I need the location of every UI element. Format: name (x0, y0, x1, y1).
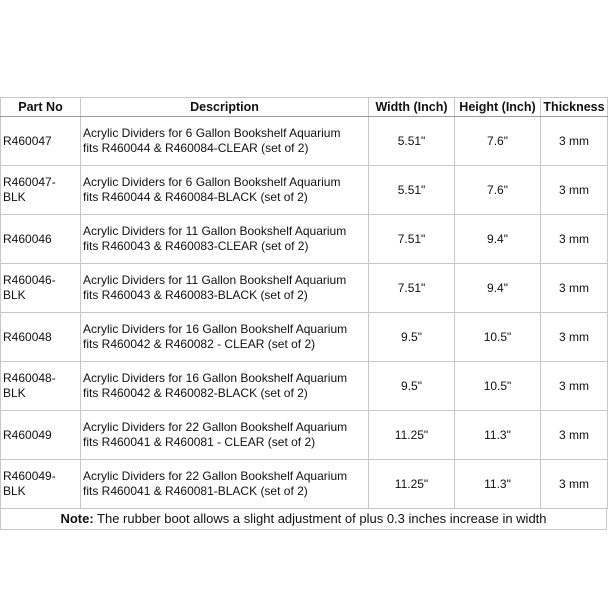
width-cell: 9.5" (369, 313, 455, 362)
description-line-2: fits R460041 & R460081-BLACK (set of 2) (83, 484, 308, 498)
header-width: Width (Inch) (369, 98, 455, 117)
width-cell: 5.51" (369, 166, 455, 215)
part-no-cell: R460046 (1, 215, 81, 264)
header-part-no: Part No (1, 98, 81, 117)
part-no-cell: R460047-BLK (1, 166, 81, 215)
table-row (1, 460, 608, 509)
part-no-cell: R460048 (1, 313, 81, 362)
description-line-2: fits R460043 & R460083-CLEAR (set of 2) (83, 239, 309, 253)
description-cell (81, 117, 369, 166)
table-row (1, 215, 608, 264)
height-cell: 11.3" (455, 411, 541, 460)
height-cell: 10.5" (455, 313, 541, 362)
table-row (1, 166, 608, 215)
height-cell: 9.4" (455, 264, 541, 313)
thickness-cell: 3 mm (541, 264, 608, 313)
note-text: The rubber boot allows a slight adjustment of plus 0.3 inches increase in width (93, 511, 547, 526)
height-cell: 9.4" (455, 215, 541, 264)
table-row (1, 117, 608, 166)
height-cell: 11.3" (455, 460, 541, 509)
description-cell (81, 362, 369, 411)
description-cell (81, 313, 369, 362)
description-line-1: Acrylic Dividers for 16 Gallon Bookshelf Aquarium (83, 322, 348, 336)
thickness-cell: 3 mm (541, 166, 608, 215)
description-line-1: Acrylic Dividers for 6 Gallon Bookshelf Aquarium (83, 175, 341, 189)
thickness-cell: 3 mm (541, 362, 608, 411)
part-no-cell: R460049-BLK (1, 460, 81, 509)
description-cell (81, 166, 369, 215)
description-line-1: Acrylic Dividers for 11 Gallon Bookshelf Aquarium (83, 273, 347, 287)
header-height: Height (Inch) (455, 98, 541, 117)
width-cell: 7.51" (369, 215, 455, 264)
description-line-1: Acrylic Dividers for 22 Gallon Bookshelf Aquarium (83, 469, 348, 483)
height-cell: 7.6" (455, 117, 541, 166)
table-row (1, 362, 608, 411)
width-cell: 11.25" (369, 460, 455, 509)
table-row (1, 313, 608, 362)
part-no-cell: R460049 (1, 411, 81, 460)
description-line-1: Acrylic Dividers for 6 Gallon Bookshelf Aquarium (83, 126, 341, 140)
description-line-2: fits R460042 & R460082-BLACK (set of 2) (83, 386, 308, 400)
thickness-cell: 3 mm (541, 460, 608, 509)
spec-sheet (0, 97, 607, 530)
thickness-cell: 3 mm (541, 117, 608, 166)
description-line-2: fits R460044 & R460084-CLEAR (set of 2) (83, 141, 309, 155)
description-cell (81, 460, 369, 509)
header-thickness: Thickness (541, 98, 608, 117)
header-row (1, 98, 608, 117)
description-line-2: fits R460042 & R460082 - CLEAR (set of 2) (83, 337, 316, 351)
description-line-2: fits R460044 & R460084-BLACK (set of 2) (83, 190, 308, 204)
description-line-1: Acrylic Dividers for 11 Gallon Bookshelf Aquarium (83, 224, 347, 238)
width-cell: 11.25" (369, 411, 455, 460)
table-row (1, 411, 608, 460)
description-cell (81, 264, 369, 313)
description-cell (81, 215, 369, 264)
header-description: Description (81, 98, 369, 117)
description-line-1: Acrylic Dividers for 16 Gallon Bookshelf Aquarium (83, 371, 348, 385)
height-cell: 10.5" (455, 362, 541, 411)
width-cell: 7.51" (369, 264, 455, 313)
height-cell: 7.6" (455, 166, 541, 215)
width-cell: 9.5" (369, 362, 455, 411)
table-row (1, 264, 608, 313)
description-line-2: fits R460043 & R460083-BLACK (set of 2) (83, 288, 308, 302)
part-no-cell: R460046-BLK (1, 264, 81, 313)
thickness-cell: 3 mm (541, 411, 608, 460)
note-label: Note: (60, 511, 94, 526)
note-row (0, 509, 607, 530)
thickness-cell: 3 mm (541, 215, 608, 264)
description-line-1: Acrylic Dividers for 22 Gallon Bookshelf Aquarium (83, 420, 348, 434)
description-line-2: fits R460041 & R460081 - CLEAR (set of 2) (83, 435, 316, 449)
spec-table (0, 97, 608, 509)
part-no-cell: R460048-BLK (1, 362, 81, 411)
description-cell (81, 411, 369, 460)
part-no-cell: R460047 (1, 117, 81, 166)
thickness-cell: 3 mm (541, 313, 608, 362)
width-cell: 5.51" (369, 117, 455, 166)
